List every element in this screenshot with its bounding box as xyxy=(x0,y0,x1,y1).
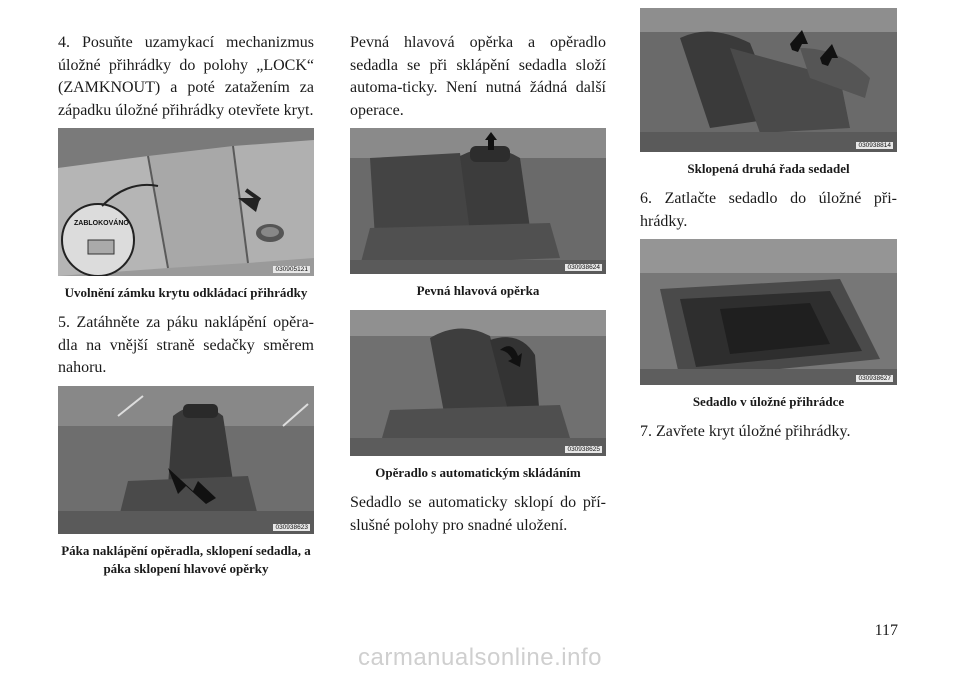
text-fixed-headrest: Pevná hlavová opěrka a opěradlo sedadla se při sklápění sedadla složí automa-ticky. Není nutná žádná další operace. xyxy=(350,34,606,119)
folded-seat-illustration xyxy=(640,8,897,152)
column-2 xyxy=(350,32,606,543)
headrest-illustration xyxy=(350,128,606,274)
step-7-text: 7. Zavřete kryt úložné přihrádky. xyxy=(640,423,851,440)
figure-recline-lever xyxy=(58,386,314,534)
figure-storage-latch xyxy=(58,128,314,276)
text-auto-fold: Sedadlo se automaticky sklopí do pří-slušné polohy pro snadné uložení. xyxy=(350,494,606,534)
figure-code: 030938624 xyxy=(567,264,600,271)
figure-auto-fold-seatback xyxy=(350,310,606,456)
page-number: 117 xyxy=(874,622,898,639)
figure-caption: Pevná hlavová opěrka xyxy=(416,283,540,298)
figure-code: 030938625 xyxy=(567,446,600,453)
figure-caption: Sedadlo v úložné přihrádce xyxy=(692,394,845,409)
figure-caption: Uvolnění zámku krytu odkládací přihrádky xyxy=(64,285,308,300)
seat-lever-illustration xyxy=(58,386,314,534)
figure-code: 030938627 xyxy=(858,375,891,382)
figure-caption: Páka naklápění opěradla, sklopení sedadla, a páka sklopení hlavové opěrky xyxy=(61,542,311,576)
figure-folded-second-row xyxy=(640,8,897,152)
seat-bin-illustration xyxy=(640,239,897,385)
figure-caption: Opěradlo s automatickým skládáním xyxy=(375,465,581,480)
watermark[interactable]: carmanualsonline.info xyxy=(358,644,602,671)
column-3 xyxy=(640,8,897,450)
figure-fixed-headrest xyxy=(350,128,606,274)
locked-label: ZABLOKOVÁNO xyxy=(74,220,129,227)
step-6-text: 6. Zatlačte sedadlo do úložné při-hrádky. xyxy=(640,190,897,230)
figure-code: 030905121 xyxy=(275,266,308,273)
step-5-text: 5. Zatáhněte za páku naklápění opěra-dla na vnější straně sedačky směrem nahoru. xyxy=(58,314,314,376)
column-1 xyxy=(58,32,314,588)
figure-code: 030938814 xyxy=(858,142,891,149)
step-4-text: 4. Posuňte uzamykací mechanizmus úložné přihrádky do polohy „LOCK“ (ZAMKNOUT) a poté zatažením za západku úložné přihrádky otevřete kryt. xyxy=(58,34,314,119)
figure-seat-in-bin xyxy=(640,239,897,385)
storage-lid-illustration xyxy=(58,128,314,276)
seatback-illustration xyxy=(350,310,606,456)
figure-caption: Sklopená druhá řada sedadel xyxy=(687,161,850,176)
figure-code: 030938623 xyxy=(275,523,308,531)
